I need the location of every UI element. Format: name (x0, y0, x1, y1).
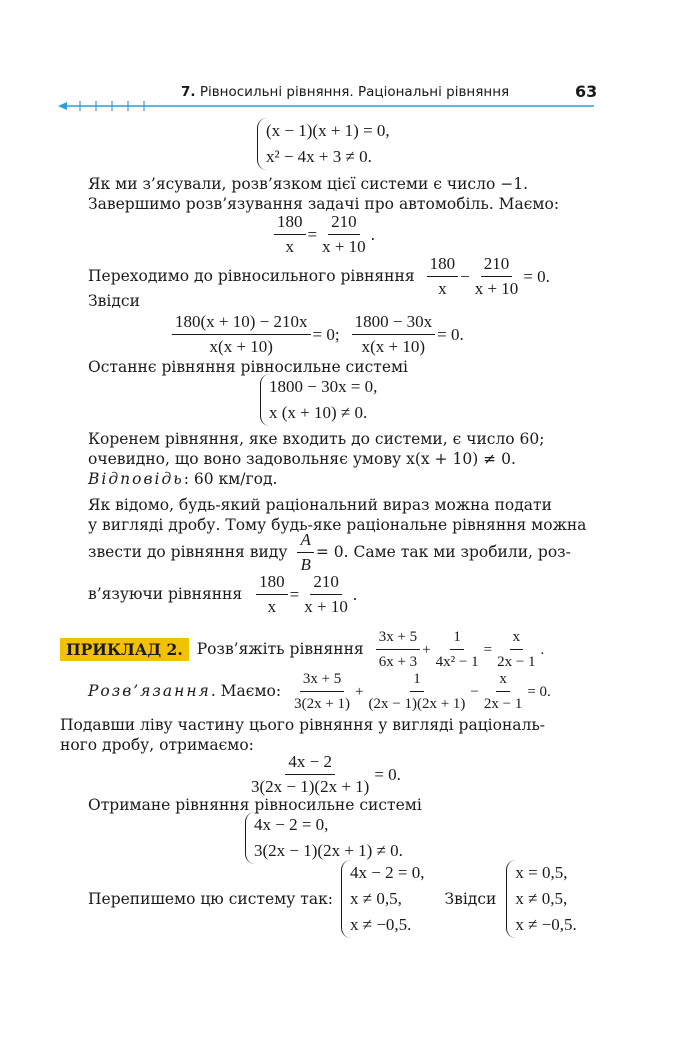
system-a-line-2: x ≠ 0,5, (350, 889, 402, 908)
fraction-numerator: A (297, 530, 313, 553)
system-a-line-3: x ≠ −0,5. (350, 915, 412, 934)
paragraph-1-line-2: Завершимо розв’язування задачі про автомобіль. Маємо: (88, 195, 560, 213)
paragraph-9-mid: Звідси (444, 889, 497, 908)
chapter-title: Рівносильні рівняння. Раціональні рівняння (199, 84, 510, 100)
paragraph-7-line-2: ного дробу, отримаємо: (60, 736, 254, 754)
equals-sign: = (307, 224, 318, 244)
header-ruler (58, 99, 598, 113)
equation-end: = 0. (527, 683, 551, 700)
fraction-denominator: 6x + 3 (378, 654, 418, 670)
system-2-line-1: 1800 − 30x = 0, (269, 377, 378, 396)
equals-sign: = (483, 641, 493, 658)
system-1 (257, 118, 390, 170)
system-b-line-1: x = 0,5, (515, 863, 568, 882)
system-a-line-1: 4x − 2 = 0, (350, 863, 425, 882)
minus-sign: − (470, 683, 479, 700)
fraction-numerator: 4x − 2 (285, 752, 335, 775)
paragraph-6-line-3 (88, 530, 571, 575)
solution-text: . Маємо: (210, 682, 282, 700)
fraction-numerator: x (496, 669, 510, 692)
fraction-denominator: x + 10 (304, 597, 348, 616)
equation-3 (246, 752, 401, 797)
fraction-numerator: 1800 − 30x (352, 312, 436, 335)
plus-sign: + (422, 641, 431, 658)
fraction-numerator: 210 (481, 254, 513, 277)
fraction-denominator: x(x + 10) (361, 337, 426, 356)
equation-end: = 0. (374, 764, 401, 784)
paragraph-9-text: Перепишемо цю систему так: (88, 889, 334, 908)
page-number: 63 (575, 82, 598, 101)
fraction-denominator: x(x + 10) (209, 337, 273, 356)
fraction-denominator: (2x − 1)(2x + 1) (368, 696, 466, 712)
solution-label: Розв’язання (88, 682, 211, 700)
fraction-denominator: B (300, 555, 311, 574)
paragraph-2-text: Переходимо до рівносильного рівняння (88, 267, 415, 285)
paragraph-1-line-1: Як ми з’ясували, розв’язком цієї системи є число −1. (88, 175, 528, 193)
chapter-number: 7. (181, 84, 196, 100)
fraction-numerator: 180(x + 10) − 210x (172, 312, 311, 335)
paragraph-6-line-2: у вигляді дробу. Тому будь-яке раціональне рівняння можна (88, 516, 587, 534)
example-badge: ПРИКЛАД 2. (60, 638, 189, 661)
system-1-line-1: (x − 1)(x + 1) = 0, (266, 121, 390, 140)
fraction-numerator: 180 (427, 254, 459, 277)
fraction-denominator: 3(2x + 1) (294, 696, 351, 712)
fraction-denominator: x + 10 (322, 237, 366, 256)
answer-label: Відповідь (88, 470, 184, 488)
equation-1 (272, 212, 375, 257)
fraction-numerator: 1 (410, 669, 424, 692)
running-header (181, 84, 509, 100)
fraction-numerator: 180 (274, 212, 306, 235)
paragraph-2 (88, 254, 550, 299)
ruler-arrow-icon (58, 102, 67, 110)
paragraph-6-line-3-end: = 0. Саме так ми зробили, роз- (315, 543, 571, 561)
period: . (352, 584, 358, 604)
fraction-numerator: 210 (328, 212, 360, 235)
fraction-numerator: 210 (310, 572, 342, 595)
minus-sign: − (460, 266, 470, 286)
equals-sign: = (289, 584, 300, 604)
system-b-line-3: x ≠ −0,5. (515, 915, 577, 934)
fraction-denominator: 3(2x − 1)(2x + 1) (251, 777, 370, 796)
paragraph-9 (88, 860, 577, 938)
fraction-numerator: 1 (450, 627, 464, 650)
paragraph-5-line-1: Коренем рівняння, яке входить до системи, є число 60; (88, 430, 545, 448)
system-3-line-1: 4x − 2 = 0, (254, 815, 329, 834)
answer-text: : 60 км/год. (183, 470, 278, 488)
equation-separator: = 0; (312, 324, 340, 344)
equation-2 (170, 312, 464, 357)
paragraph-6-line-1: Як відомо, будь-який раціональний вираз можна подати (88, 496, 552, 514)
equation-end: = 0. (437, 324, 464, 344)
equation-end: = 0. (523, 266, 550, 286)
fraction-denominator: 4x² − 1 (435, 654, 479, 670)
period: . (540, 641, 545, 658)
fraction-denominator: 2x − 1 (483, 696, 523, 712)
fraction-denominator: x + 10 (474, 279, 519, 298)
fraction-numerator: 180 (256, 572, 288, 595)
fraction-denominator: x (438, 279, 447, 298)
fraction-denominator: x (285, 237, 294, 256)
paragraph-6-line-3-start: звести до рівняння виду (88, 543, 288, 561)
plus-sign: + (355, 683, 364, 700)
paragraph-3: Звідси (88, 292, 140, 310)
fraction-denominator: x (267, 597, 277, 616)
system-2 (260, 374, 377, 426)
fraction-numerator: x (510, 627, 524, 650)
period: . (370, 224, 375, 244)
system-3-line-2: 3(2x − 1)(2x + 1) ≠ 0. (254, 841, 403, 860)
paragraph-6-line-4 (88, 572, 357, 617)
paragraph-7-line-1: Подавши ліву частину цього рівняння у вигляді раціональ- (60, 716, 546, 734)
system-b-line-2: x ≠ 0,5, (515, 889, 568, 908)
fraction-denominator: 2x − 1 (497, 654, 536, 670)
fraction-numerator: 3x + 5 (300, 669, 344, 692)
answer (88, 470, 277, 489)
fraction-numerator: 3x + 5 (376, 627, 420, 650)
system-1-line-2: x² − 4x + 3 ≠ 0. (266, 147, 372, 166)
example-2 (60, 627, 544, 672)
paragraph-6-line-4-start: в’язуючи рівняння (88, 585, 243, 603)
solution (88, 669, 551, 714)
paragraph-8: Отримане рівняння рівносильне системі (88, 796, 422, 814)
example-text: Розв’яжіть рівняння (196, 640, 364, 658)
paragraph-5-line-2: очевидно, що воно задовольняє умову x(x + 10) ≠ 0. (88, 450, 516, 468)
system-2-line-2: x (x + 10) ≠ 0. (269, 403, 368, 422)
paragraph-4: Останнє рівняння рівносильне системі (88, 358, 409, 376)
system-3 (245, 812, 403, 864)
